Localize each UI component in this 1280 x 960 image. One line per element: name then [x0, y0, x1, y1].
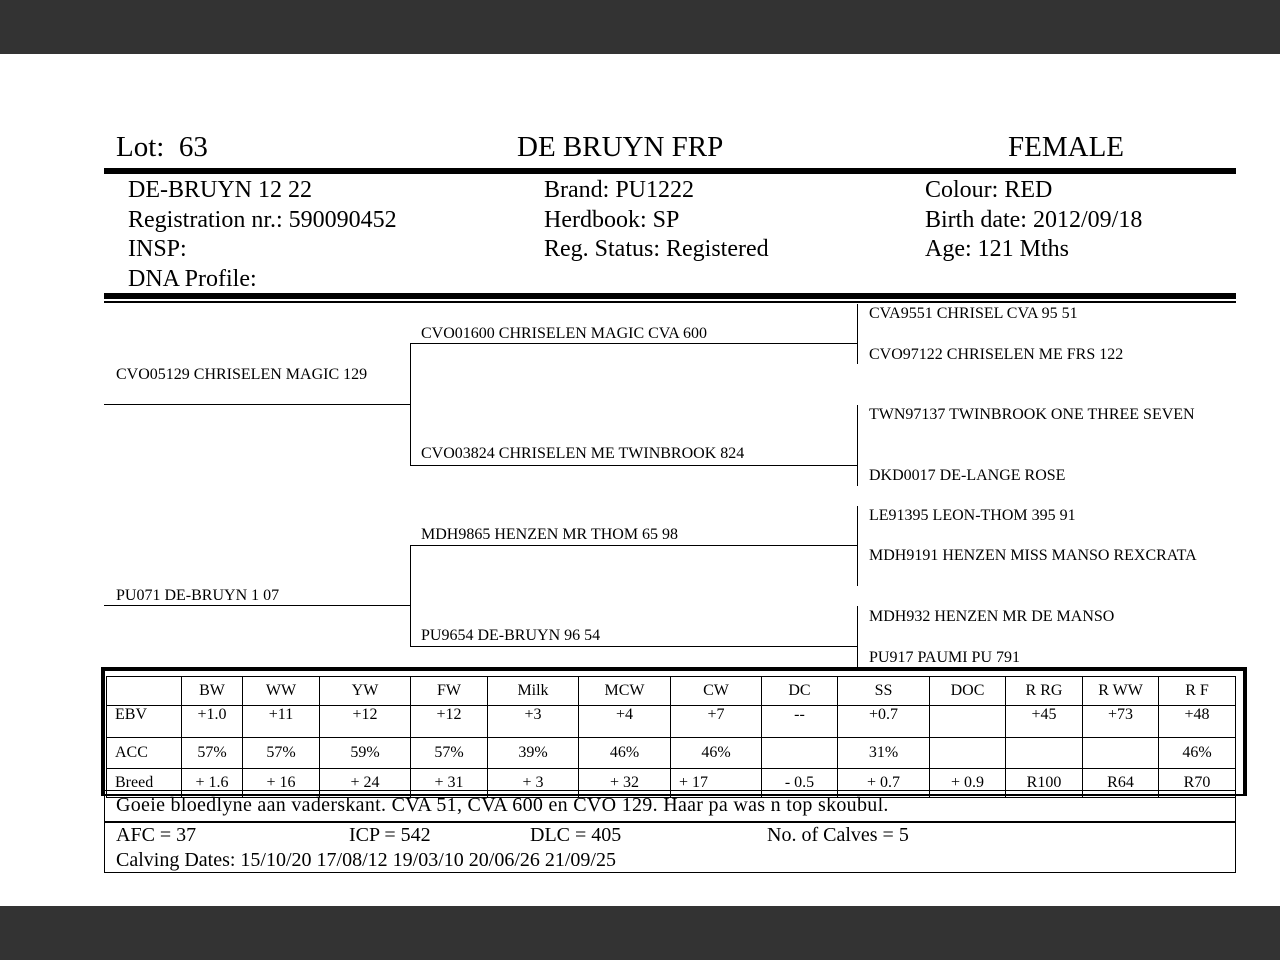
- table-cell: 57%: [182, 738, 243, 769]
- comment-text: Goeie bloedlyne aan vaderskant. CVA 51, CVA 600 en CVO 129. Haar pa was n top skoubul.: [116, 794, 889, 816]
- great-grandparent-1: CVA9551 CHRISEL CVA 95 51: [869, 305, 1078, 322]
- table-cell: R64: [1083, 769, 1159, 798]
- table-cell: +45: [1006, 706, 1083, 738]
- table-cell: +73: [1083, 706, 1159, 738]
- table-cell: 46%: [1159, 738, 1236, 769]
- afc: AFC = 37: [116, 824, 197, 846]
- lot-label-text: Lot:: [116, 131, 165, 163]
- ebv-header: MCW: [579, 677, 671, 706]
- info-col-left: [128, 176, 397, 294]
- ebv-header: DOC: [930, 677, 1006, 706]
- table-cell: + 1.6: [182, 769, 243, 798]
- dna-profile: DNA Profile:: [128, 265, 257, 292]
- table-cell: 46%: [671, 738, 762, 769]
- ebv-table: [106, 676, 1236, 798]
- ebv-header: Milk: [488, 677, 579, 706]
- table-cell: +3: [488, 706, 579, 738]
- table-cell: + 17: [671, 769, 762, 798]
- great-grandparent-7: MDH932 HENZEN MR DE MANSO: [869, 608, 1115, 625]
- great-grandparent-3: TWN97137 TWINBROOK ONE THREE SEVEN: [869, 406, 1195, 423]
- dam-sire: MDH9865 HENZEN MR THOM 65 98: [421, 526, 679, 543]
- lot-label: [116, 131, 208, 164]
- table-cell: +4: [579, 706, 671, 738]
- animal-name: DE-BRUYN 12 22: [128, 177, 312, 203]
- ebv-row-label: EBV: [107, 706, 182, 738]
- insp: INSP:: [128, 236, 187, 262]
- breed-row-label: Breed: [107, 769, 182, 798]
- table-cell: 57%: [411, 738, 488, 769]
- ebv-header: R WW: [1083, 677, 1159, 706]
- great-grandparent-5: LE91395 LEON-THOM 395 91: [869, 507, 1076, 524]
- ebv-header: [107, 677, 182, 706]
- table-cell: + 32: [579, 769, 671, 798]
- table-cell: 31%: [838, 738, 930, 769]
- table-cell: - 0.5: [762, 769, 838, 798]
- ebv-header: WW: [243, 677, 320, 706]
- calving-box: [104, 821, 1236, 873]
- dlc: DLC = 405: [530, 824, 622, 846]
- lot-number: 63: [178, 131, 208, 163]
- acc-row: [107, 738, 1236, 769]
- sire: CVO05129 CHRISELEN MAGIC 129: [116, 366, 368, 383]
- number-of-calves: No. of Calves = 5: [767, 824, 909, 846]
- great-grandparent-2: CVO97122 CHRISELEN ME FRS 122: [869, 346, 1124, 363]
- table-cell: R70: [1159, 769, 1236, 798]
- table-cell: 39%: [488, 738, 579, 769]
- table-cell: [930, 706, 1006, 738]
- ebv-header: DC: [762, 677, 838, 706]
- dam: PU071 DE-BRUYN 1 07: [116, 587, 280, 604]
- table-cell: +12: [320, 706, 411, 738]
- info-rule-thick: [104, 293, 1236, 299]
- table-cell: + 16: [243, 769, 320, 798]
- table-cell: [1006, 738, 1083, 769]
- ebv-header: SS: [838, 677, 930, 706]
- table-cell: +48: [1159, 706, 1236, 738]
- table-cell: +7: [671, 706, 762, 738]
- calving-dates: Calving Dates: 15/10/20 17/08/12 19/03/10 20/06/26 21/09/25: [116, 849, 616, 871]
- colour: Colour: RED: [925, 177, 1053, 203]
- table-cell: + 31: [411, 769, 488, 798]
- table-cell: + 3: [488, 769, 579, 798]
- table-cell: +0.7: [838, 706, 930, 738]
- info-col-right: [925, 176, 1142, 265]
- icp: ICP = 542: [349, 824, 431, 846]
- brand: Brand: PU1222: [544, 177, 694, 203]
- table-cell: +11: [243, 706, 320, 738]
- ebv-header-row: [107, 677, 1236, 706]
- table-cell: + 0.9: [930, 769, 1006, 798]
- info-rule-thin: [104, 301, 1236, 303]
- registration-number: Registration nr.: 590090452: [128, 206, 397, 233]
- ebv-header: R RG: [1006, 677, 1083, 706]
- ebv-header: FW: [411, 677, 488, 706]
- great-grandparent-4: DKD0017 DE-LANGE ROSE: [869, 467, 1066, 484]
- table-cell: [762, 738, 838, 769]
- header-rule: [104, 168, 1236, 174]
- ebv-header: R F: [1159, 677, 1236, 706]
- table-cell: +1.0: [182, 706, 243, 738]
- table-cell: [1083, 738, 1159, 769]
- sire-sire: CVO01600 CHRISELEN MAGIC CVA 600: [421, 325, 707, 342]
- dam-dam: PU9654 DE-BRUYN 96 54: [421, 627, 601, 644]
- table-cell: R100: [1006, 769, 1083, 798]
- breeder-name: DE BRUYN FRP: [517, 131, 724, 163]
- animal-sex: FEMALE: [1008, 131, 1124, 163]
- table-cell: + 24: [320, 769, 411, 798]
- ebv-row: [107, 706, 1236, 738]
- acc-row-label: ACC: [107, 738, 182, 769]
- top-bar: [0, 0, 1280, 54]
- table-cell: --: [762, 706, 838, 738]
- reg-status: Reg. Status: Registered: [544, 236, 769, 262]
- herdbook: Herdbook: SP: [544, 206, 680, 233]
- table-cell: +12: [411, 706, 488, 738]
- table-cell: 59%: [320, 738, 411, 769]
- bottom-bar: [0, 906, 1280, 960]
- ebv-header: BW: [182, 677, 243, 706]
- birth-date: Birth date: 2012/09/18: [925, 206, 1143, 233]
- comment-box: [104, 790, 1236, 823]
- table-cell: 46%: [579, 738, 671, 769]
- table-cell: + 0.7: [838, 769, 930, 798]
- ebv-header: YW: [320, 677, 411, 706]
- table-cell: 57%: [243, 738, 320, 769]
- sire-dam: CVO03824 CHRISELEN ME TWINBROOK 824: [421, 445, 745, 462]
- info-col-middle: [544, 176, 769, 265]
- age: Age: 121 Mths: [925, 236, 1069, 262]
- ebv-header: CW: [671, 677, 762, 706]
- great-grandparent-8: PU917 PAUMI PU 791: [869, 649, 1020, 666]
- table-cell: [930, 738, 1006, 769]
- great-grandparent-6: MDH9191 HENZEN MISS MANSO REXCRATA: [869, 547, 1197, 564]
